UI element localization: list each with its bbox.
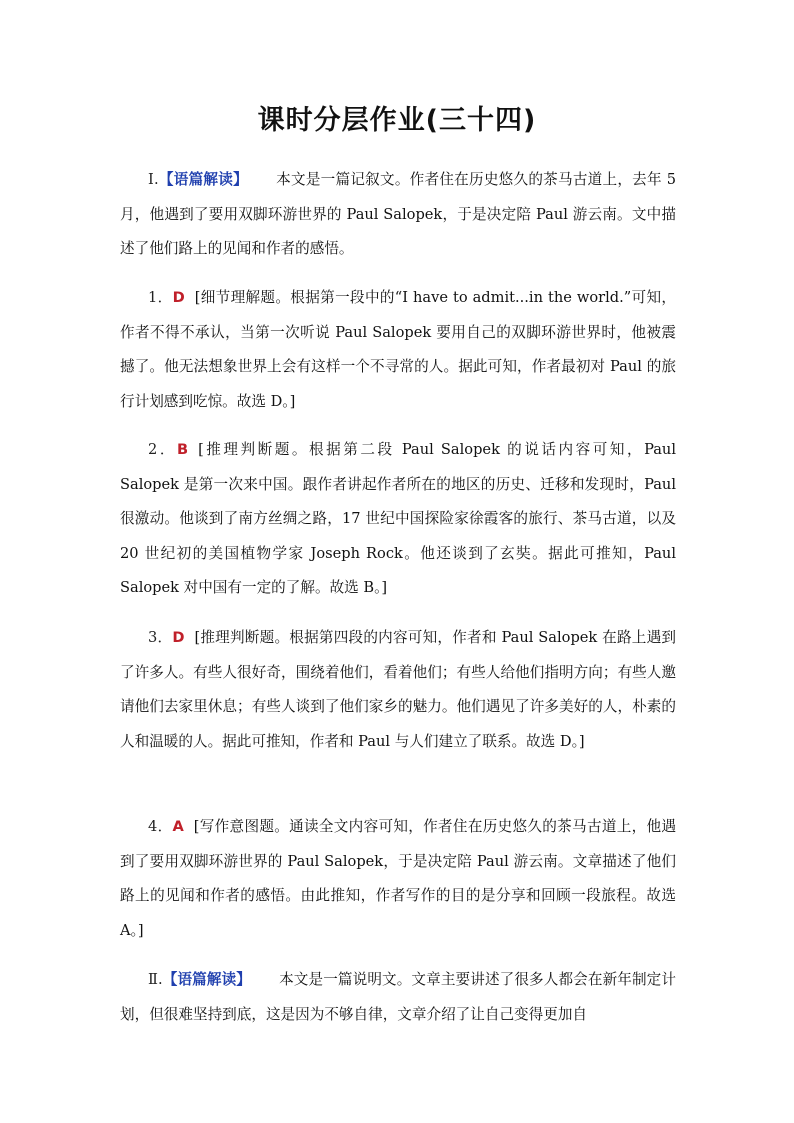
section-1-tag: 【语篇解读】 (158, 171, 248, 188)
section-2-numeral: Ⅱ. (148, 971, 163, 988)
section-2-text: 本文是一篇说明文。文章主要讲述了很多人都会在新年制定计划，但很难坚持到底，这是因为不够自律，文章介绍了让自己变得更加自 (120, 971, 676, 1023)
section-2-reading-analysis (120, 963, 676, 1032)
answer-item-2 (120, 433, 676, 606)
section-1-numeral: Ⅰ. (148, 171, 159, 188)
answer-1-explanation: [细节理解题。根据第一段中的“I have to admit...in the world.”可知，作者不得不承认，当第一次听说 Paul Salopek 要用自己的双脚环游世界时，他被震撼了。他无法想象世界上会有这样一个不寻常的人。据此可知，作者最初对 Paul 的旅行计划感到吃惊。故选 D。] (120, 289, 676, 410)
answer-4-choice: A (172, 818, 184, 835)
section-1-reading-analysis (120, 163, 676, 267)
answer-3-choice: D (172, 629, 185, 646)
section-2-tag: 【语篇解读】 (162, 971, 251, 988)
answer-item-1 (120, 281, 676, 419)
answer-item-3 (120, 621, 676, 759)
answer-1-number: 1． (148, 289, 173, 306)
answer-1-choice: D (172, 289, 185, 306)
answer-2-number: 2． (148, 441, 177, 458)
section-1-text: 本文是一篇记叙文。作者住在历史悠久的茶马古道上，去年 5 月，他遇到了要用双脚环游世界的 Paul Salopek，于是决定陪 Paul 游云南。文中描述了他们路上的见闻和作者的感悟。 (120, 171, 676, 258)
answer-4-explanation: [写作意图题。通读全文内容可知，作者住在历史悠久的茶马古道上，他遇到了要用双脚环游世界的 Paul Salopek，于是决定陪 Paul 游云南。文章描述了他们路上的见闻和作者的感悟。由此推知，作者写作的目的是分享和回顾一段旅程。故选 A。] (120, 818, 676, 939)
answer-3-explanation: [推理判断题。根据第四段的内容可知，作者和 Paul Salopek 在路上遇到了许多人。有些人很好奇，围绕着他们，看着他们；有些人给他们指明方向；有些人邀请他们去家里休息；有些人谈到了他们家乡的魅力。他们遇见了许多美好的人，朴素的人和温暖的人。据此可推知，作者和 Paul 与人们建立了联系。故选 D。] (120, 629, 676, 750)
answer-2-choice: B (176, 441, 189, 458)
page-title: 课时分层作业(三十四) (257, 105, 537, 136)
answer-item-4 (120, 810, 676, 948)
answer-4-number: 4． (148, 818, 173, 835)
answer-3-number: 3． (148, 629, 173, 646)
answer-2-explanation: [推理判断题。根据第二段 Paul Salopek 的说话内容可知，Paul Salopek 是第一次来中国。跟作者讲起作者所在的地区的历史、迁移和发现时，Paul 很激动。他谈到了南方丝绸之路，17 世纪中国探险家徐霞客的旅行、茶马古道，以及 20 世纪初的美国植物学家 Joseph Rock。他还谈到了玄奘。据此可推知，Paul Salopek 对中国有一定的了解。故选 B。] (120, 441, 676, 597)
